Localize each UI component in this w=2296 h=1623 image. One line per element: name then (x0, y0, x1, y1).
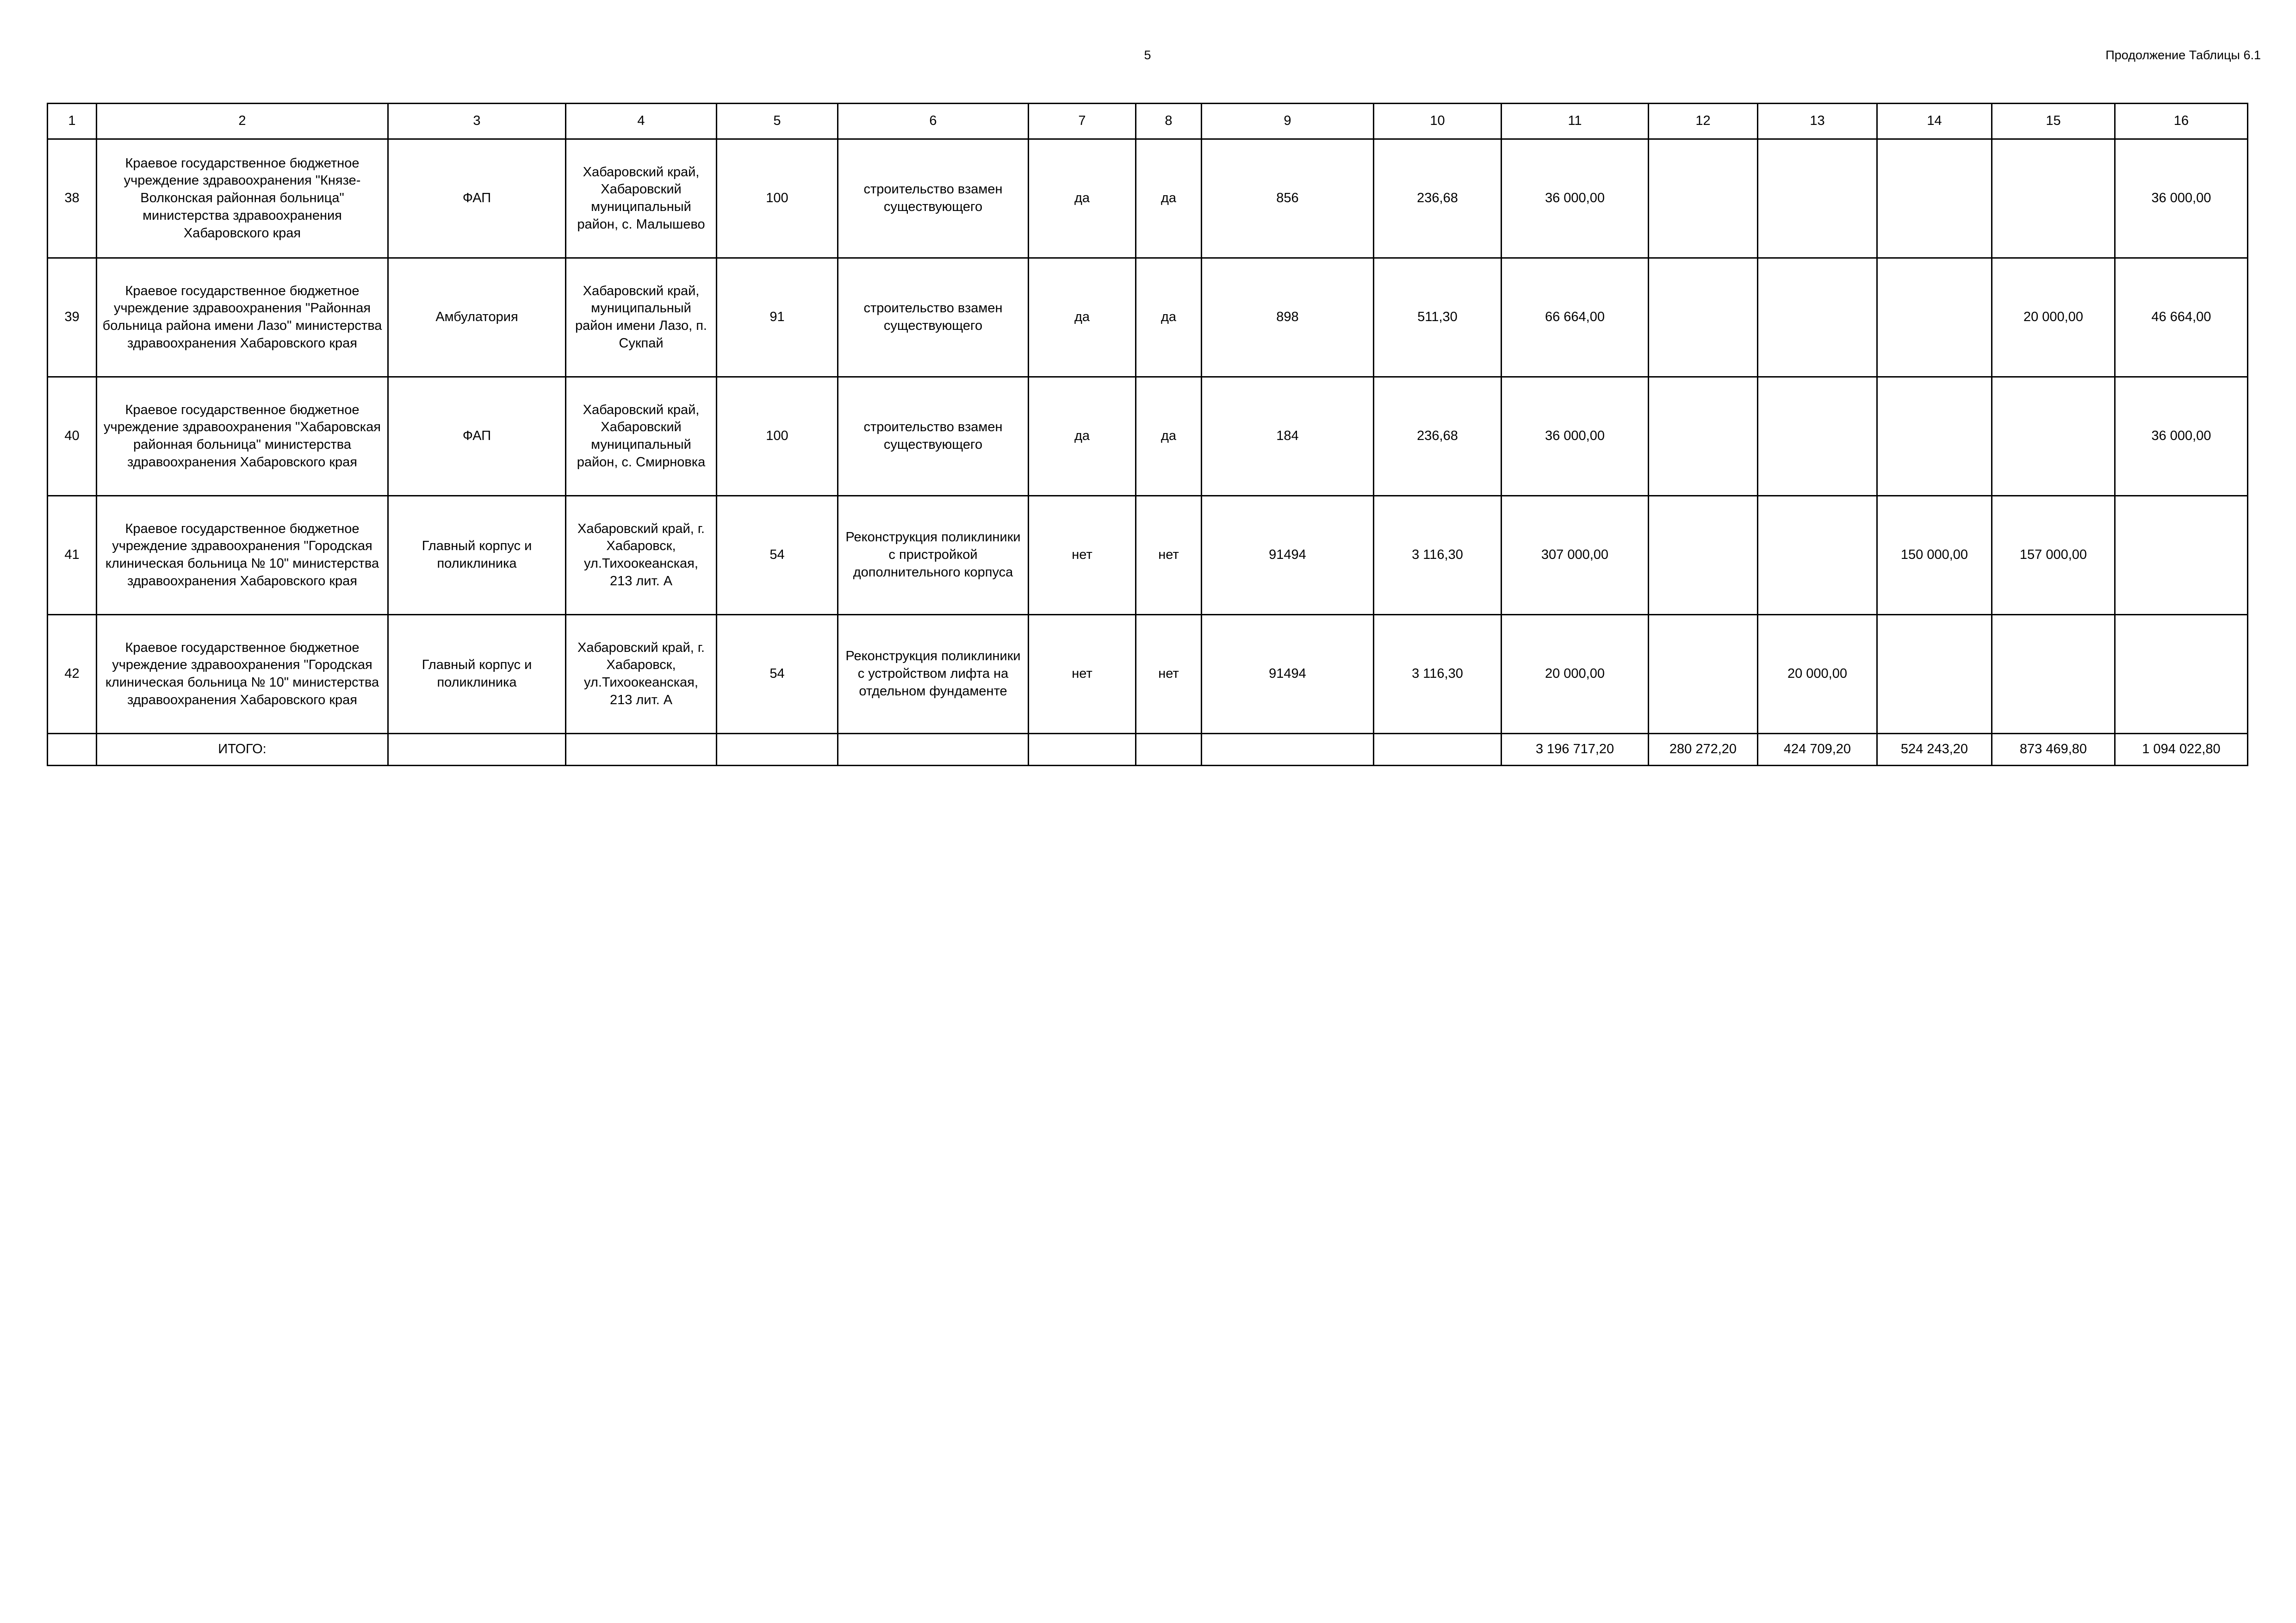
col9-cell: 184 (1202, 377, 1374, 496)
col16-amount-cell: 36 000,00 (2115, 377, 2248, 496)
col9-cell: 91494 (1202, 496, 1374, 615)
col5-cell: 54 (717, 496, 838, 615)
row-number-cell: 40 (48, 377, 97, 496)
header-cell: 11 (1502, 104, 1649, 139)
institution-cell: Краевое государственное бюджетное учреждение здравоохранения "Городская клиническая больница № 10" министерства здравоохранения Хабаровского края (97, 496, 388, 615)
col16-amount-cell (2115, 496, 2248, 615)
work-type-cell: строительство взамен существующего (838, 377, 1029, 496)
col10-cell: 236,68 (1374, 377, 1502, 496)
total-empty-cell (717, 734, 838, 766)
col16-amount-cell: 36 000,00 (2115, 139, 2248, 258)
col12-amount-cell (1649, 615, 1758, 734)
col5-cell: 91 (717, 258, 838, 377)
col8-cell: да (1136, 139, 1202, 258)
row-number-cell: 39 (48, 258, 97, 377)
address-cell: Хабаровский край, г. Хабаровск, ул.Тихоокеанская, 213 лит. А (566, 615, 717, 734)
col9-cell: 856 (1202, 139, 1374, 258)
total-empty-cell (1374, 734, 1502, 766)
col7-cell: да (1029, 258, 1136, 377)
col14-amount-cell (1877, 258, 1992, 377)
col15-amount-cell (1992, 377, 2115, 496)
total-col16-cell: 1 094 022,80 (2115, 734, 2248, 766)
col14-amount-cell: 150 000,00 (1877, 496, 1992, 615)
col7-cell: нет (1029, 615, 1136, 734)
total-empty-cell (1136, 734, 1202, 766)
work-type-cell: Реконструкция поликлиники с устройством лифта на отдельном фундаменте (838, 615, 1029, 734)
header-cell: 13 (1758, 104, 1877, 139)
col13-amount-cell (1758, 496, 1877, 615)
col13-amount-cell (1758, 139, 1877, 258)
col11-amount-cell: 307 000,00 (1502, 496, 1649, 615)
col8-cell: да (1136, 258, 1202, 377)
table-row (48, 496, 2248, 615)
col7-cell: нет (1029, 496, 1136, 615)
header-cell: 15 (1992, 104, 2115, 139)
total-empty-cell (48, 734, 97, 766)
col5-cell: 100 (717, 139, 838, 258)
col13-amount-cell (1758, 377, 1877, 496)
col13-amount-cell (1758, 258, 1877, 377)
table-row (48, 139, 2248, 258)
col15-amount-cell (1992, 615, 2115, 734)
header-cell: 10 (1374, 104, 1502, 139)
total-empty-cell (1202, 734, 1374, 766)
col14-amount-cell (1877, 139, 1992, 258)
col8-cell: нет (1136, 615, 1202, 734)
col10-cell: 3 116,30 (1374, 496, 1502, 615)
col10-cell: 511,30 (1374, 258, 1502, 377)
facilities-table (47, 103, 2248, 766)
total-col12-cell: 280 272,20 (1649, 734, 1758, 766)
col11-amount-cell: 66 664,00 (1502, 258, 1649, 377)
total-label: ИТОГО: (97, 734, 388, 766)
row-number-cell: 38 (48, 139, 97, 258)
institution-cell: Краевое государственное бюджетное учреждение здравоохранения "Районная больница района имени Лазо" министерства здравоохранения Хабаровского края (97, 258, 388, 377)
col12-amount-cell (1649, 139, 1758, 258)
institution-cell: Краевое государственное бюджетное учреждение здравоохранения "Князе-Волконская районная больница" министерства здравоохранения Хабаровского края (97, 139, 388, 258)
address-cell: Хабаровский край, муниципальный район имени Лазо, п. Сукпай (566, 258, 717, 377)
address-cell: Хабаровский край, Хабаровский муниципальный район, с. Смирновка (566, 377, 717, 496)
col5-cell: 54 (717, 615, 838, 734)
header-cell: 7 (1029, 104, 1136, 139)
col15-amount-cell (1992, 139, 2115, 258)
institution-cell: Краевое государственное бюджетное учреждение здравоохранения "Хабаровская районная больница" министерства здравоохранения Хабаровского края (97, 377, 388, 496)
total-col11-cell: 3 196 717,20 (1502, 734, 1649, 766)
col11-amount-cell: 36 000,00 (1502, 139, 1649, 258)
col7-cell: да (1029, 377, 1136, 496)
col15-amount-cell: 157 000,00 (1992, 496, 2115, 615)
object-cell: ФАП (388, 139, 566, 258)
col12-amount-cell (1649, 258, 1758, 377)
col10-cell: 236,68 (1374, 139, 1502, 258)
column-number-header-row (48, 104, 2248, 139)
object-cell: ФАП (388, 377, 566, 496)
total-row (48, 734, 2248, 766)
address-cell: Хабаровский край, г. Хабаровск, ул.Тихоокеанская, 213 лит. А (566, 496, 717, 615)
header-cell: 2 (97, 104, 388, 139)
col16-amount-cell (2115, 615, 2248, 734)
table-row (48, 377, 2248, 496)
total-empty-cell (838, 734, 1029, 766)
col12-amount-cell (1649, 496, 1758, 615)
header-cell: 1 (48, 104, 97, 139)
header-cell: 16 (2115, 104, 2248, 139)
header-cell: 6 (838, 104, 1029, 139)
total-col14-cell: 524 243,20 (1877, 734, 1992, 766)
header-cell: 14 (1877, 104, 1992, 139)
page-number: 5 (1144, 48, 1151, 62)
col8-cell: нет (1136, 496, 1202, 615)
total-col13-cell: 424 709,20 (1758, 734, 1877, 766)
col12-amount-cell (1649, 377, 1758, 496)
institution-cell: Краевое государственное бюджетное учреждение здравоохранения "Городская клиническая больница № 10" министерства здравоохранения Хабаровского края (97, 615, 388, 734)
row-number-cell: 42 (48, 615, 97, 734)
object-cell: Главный корпус и поликлиника (388, 496, 566, 615)
table-continuation-label: Продолжение Таблицы 6.1 (2105, 48, 2261, 62)
total-empty-cell (1029, 734, 1136, 766)
object-cell: Амбулатория (388, 258, 566, 377)
header-cell: 8 (1136, 104, 1202, 139)
row-number-cell: 41 (48, 496, 97, 615)
col11-amount-cell: 36 000,00 (1502, 377, 1649, 496)
header-cell: 9 (1202, 104, 1374, 139)
work-type-cell: строительство взамен существующего (838, 139, 1029, 258)
work-type-cell: Реконструкция поликлиники с пристройкой дополнительного корпуса (838, 496, 1029, 615)
col14-amount-cell (1877, 377, 1992, 496)
total-empty-cell (566, 734, 717, 766)
col13-amount-cell: 20 000,00 (1758, 615, 1877, 734)
col9-cell: 91494 (1202, 615, 1374, 734)
col14-amount-cell (1877, 615, 1992, 734)
header-cell: 4 (566, 104, 717, 139)
col11-amount-cell: 20 000,00 (1502, 615, 1649, 734)
work-type-cell: строительство взамен существующего (838, 258, 1029, 377)
total-empty-cell (388, 734, 566, 766)
col9-cell: 898 (1202, 258, 1374, 377)
col5-cell: 100 (717, 377, 838, 496)
header-cell: 3 (388, 104, 566, 139)
object-cell: Главный корпус и поликлиника (388, 615, 566, 734)
header-cell: 5 (717, 104, 838, 139)
col7-cell: да (1029, 139, 1136, 258)
col10-cell: 3 116,30 (1374, 615, 1502, 734)
header-cell: 12 (1649, 104, 1758, 139)
col8-cell: да (1136, 377, 1202, 496)
address-cell: Хабаровский край, Хабаровский муниципальный район, с. Малышево (566, 139, 717, 258)
table-row (48, 615, 2248, 734)
col16-amount-cell: 46 664,00 (2115, 258, 2248, 377)
total-col15-cell: 873 469,80 (1992, 734, 2115, 766)
table-row (48, 258, 2248, 377)
col15-amount-cell: 20 000,00 (1992, 258, 2115, 377)
